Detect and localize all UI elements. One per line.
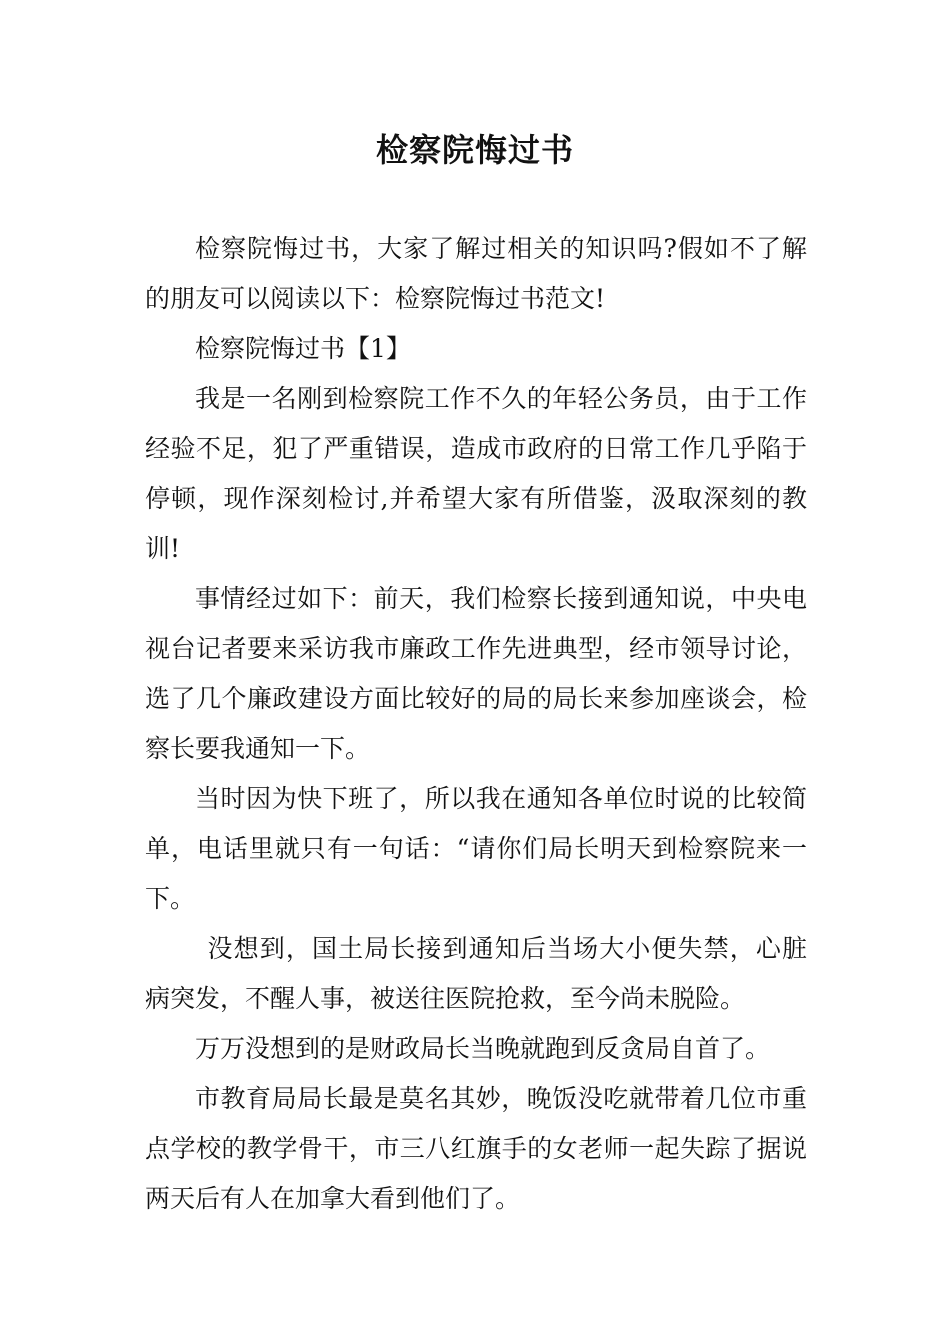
document-body — [145, 224, 807, 1224]
section-heading: 检察院悔过书【1】 — [195, 334, 411, 363]
paragraph-finance-bureau: 万万没想到的是财政局长当晚就跑到反贪局自首了。 — [195, 1034, 771, 1063]
paragraph-notice: 当时因为快下班了，所以我在通知各单位时说的比较简单，电话里就只有一句话：“请你们局长明天到检察院来一下。 — [145, 784, 807, 913]
paragraph-events: 事情经过如下：前天，我们检察长接到通知说，中央电视台记者要来采访我市廉政工作先进典型，经市领导讨论，选了几个廉政建设方面比较好的局的局长来参加座谈会，检察长要我通知一下。 — [145, 584, 807, 763]
paragraph-intro: 检察院悔过书，大家了解过相关的知识吗?假如不了解的朋友可以阅读以下：检察院悔过书范文! — [145, 234, 807, 313]
paragraph-education-bureau: 市教育局局长最是莫名其妙，晚饭没吃就带着几位市重点学校的教学骨干，市三八红旗手的女老师一起失踪了据说两天后有人在加拿大看到他们了。 — [145, 1084, 807, 1213]
paragraph-confession: 我是一名刚到检察院工作不久的年轻公务员，由于工作经验不足，犯了严重错误，造成市政府的日常工作几乎陷于停顿，现作深刻检讨,并希望大家有所借鉴，汲取深刻的教训! — [145, 384, 807, 563]
document-title: 检察院悔过书 — [375, 131, 574, 169]
paragraph-land-bureau: 没想到，国土局长接到通知后当场大小便失禁，心脏病突发，不醒人事，被送往医院抢救，至今尚未脱险。 — [145, 934, 807, 1013]
